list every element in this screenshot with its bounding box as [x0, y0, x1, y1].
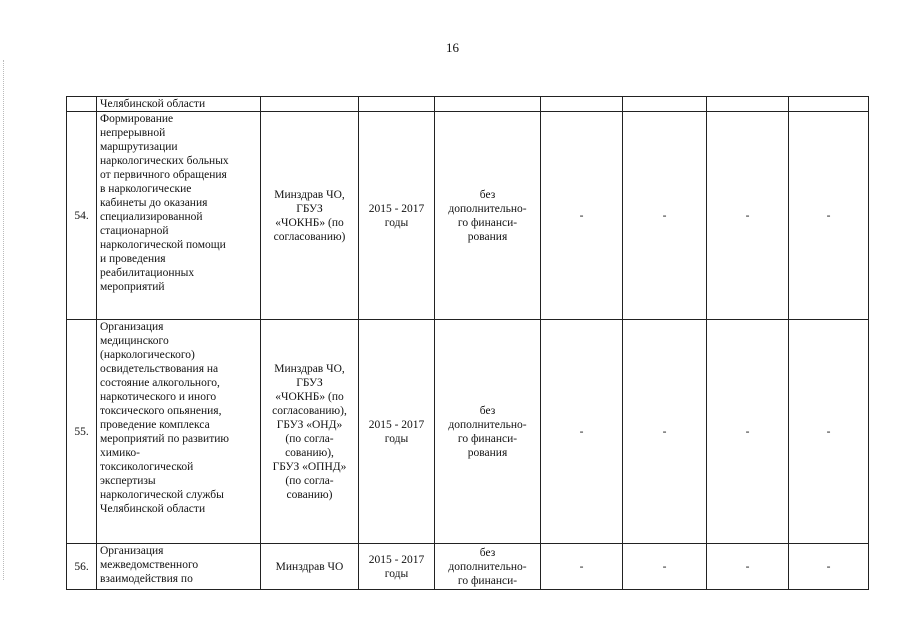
cell-number: 56. [67, 544, 97, 590]
cell-text-line: состояние алкогольного, [100, 377, 220, 389]
cell-text-line: без [479, 404, 496, 417]
cell-text-line: 2015 - 2017 [368, 553, 425, 566]
cell-text-line: реабилитационных [100, 267, 195, 279]
table-row-continuation [67, 97, 869, 112]
cell-name [97, 112, 261, 320]
cell-number: 55. [67, 320, 97, 544]
cell-text-line: рования [467, 230, 508, 243]
cell-text-line: ГБУЗ [296, 202, 323, 215]
cell-text-line: освидетельствования на [100, 363, 219, 375]
cell-text-line: в наркологические [100, 183, 192, 195]
cell-text-line: дополнительно- [448, 418, 527, 431]
cell-value [623, 97, 707, 112]
cell-funding [435, 112, 541, 320]
cell-text-line: (по согла- [285, 432, 334, 445]
cell-funding [435, 97, 541, 112]
cell-text-line: токсического опьянения, [100, 405, 222, 417]
cell-value: - [623, 320, 707, 544]
cell-value: - [623, 544, 707, 590]
cell-text-line: «ЧОКНБ» (по [275, 216, 344, 229]
cell-value: - [789, 544, 869, 590]
cell-text-line: (наркологического) [100, 349, 195, 361]
cell-text-line: наркологических больных [100, 155, 229, 167]
cell-value [541, 97, 623, 112]
cell-name: Челябинской области [97, 97, 261, 112]
cell-value: - [623, 112, 707, 320]
cell-funding [435, 320, 541, 544]
cell-executor [261, 320, 359, 544]
table-row [67, 320, 869, 544]
cell-text-line: Организация [100, 321, 164, 333]
cell-text-line: экспертизы [100, 475, 156, 487]
cell-text-line: ГБУЗ «ОПНД» [272, 460, 347, 473]
cell-term [359, 320, 435, 544]
cell-text-line: Минздрав ЧО, [274, 362, 345, 375]
cell-text-line: го финанси- [457, 432, 518, 445]
cell-text-line: медицинского [100, 335, 169, 347]
cell-text-line: годы [384, 567, 409, 580]
cell-value: - [789, 112, 869, 320]
cell-text-line: специализированной [100, 211, 203, 223]
cell-number [67, 97, 97, 112]
cell-text-line: ГБУЗ [296, 376, 323, 389]
cell-text-line: кабинеты до оказания [100, 197, 208, 209]
cell-text-line: Организация [100, 545, 164, 557]
cell-text-line: химико- [100, 447, 140, 459]
cell-text-line: согласованию) [273, 230, 346, 243]
cell-text-line: мероприятий [100, 281, 165, 293]
cell-text-line: Минздрав ЧО [275, 560, 344, 573]
cell-name [97, 320, 261, 544]
cell-text-line: маршрутизации [100, 141, 178, 153]
cell-text-line: дополнительно- [448, 560, 527, 573]
cell-value: - [707, 544, 789, 590]
cell-text-line: проведение комплекса [100, 419, 210, 431]
cell-text-line: непрерывной [100, 127, 166, 139]
cell-text-line: Челябинской области [100, 503, 206, 515]
cell-value: - [707, 320, 789, 544]
cell-text-line: токсикологической [100, 461, 194, 473]
cell-text-line: (по согла- [285, 474, 334, 487]
cell-value [707, 97, 789, 112]
cell-term [359, 97, 435, 112]
cell-term [359, 112, 435, 320]
cell-text-line: ГБУЗ «ОНД» [276, 418, 343, 431]
cell-text-line: стационарной [100, 225, 169, 237]
program-activities-table [66, 96, 869, 590]
cell-text-line: от первичного обращения [100, 169, 227, 181]
cell-text-line: наркологической службы [100, 489, 224, 501]
page-number: 16 [446, 40, 459, 55]
cell-text-line: наркологической помощи [100, 239, 226, 251]
cell-executor [261, 97, 359, 112]
table-row [67, 112, 869, 320]
cell-term [359, 544, 435, 590]
cell-text-line: Минздрав ЧО, [274, 188, 345, 201]
cell-text-line: 2015 - 2017 [368, 202, 425, 215]
cell-text-line: годы [384, 216, 409, 229]
cell-text-line: «ЧОКНБ» (по [275, 390, 344, 403]
cell-text-line: сованию) [286, 488, 333, 501]
cell-text-line: мероприятий по развитию [100, 433, 229, 445]
cell-value [789, 97, 869, 112]
cell-text-line: рования [467, 446, 508, 459]
cell-text-line: го финанси- [457, 574, 518, 587]
table-row [67, 544, 869, 590]
cell-name [97, 544, 261, 590]
cell-funding [435, 544, 541, 590]
cell-text-line: и проведения [100, 253, 166, 265]
cell-text-line: без [479, 188, 496, 201]
cell-text-line: 2015 - 2017 [368, 418, 425, 431]
cell-text-line: межведомственного [100, 559, 199, 571]
cell-number: 54. [67, 112, 97, 320]
cell-text-line: дополнительно- [448, 202, 527, 215]
cell-value: - [541, 320, 623, 544]
cell-text-line: сованию), [285, 446, 334, 459]
cell-text-line: Формирование [100, 113, 174, 125]
cell-value: - [541, 112, 623, 320]
cell-text-line: согласованию), [272, 404, 347, 417]
cell-text-line: го финанси- [457, 216, 518, 229]
cell-text-line: взаимодействия по [100, 573, 193, 585]
cell-value: - [789, 320, 869, 544]
cell-executor [261, 544, 359, 590]
cell-value: - [541, 544, 623, 590]
cell-executor [261, 112, 359, 320]
cell-value: - [707, 112, 789, 320]
scan-edge-marks [3, 60, 8, 580]
cell-text-line: наркотического и иного [100, 391, 217, 403]
cell-text-line: годы [384, 432, 409, 445]
cell-text-line: без [479, 546, 496, 559]
